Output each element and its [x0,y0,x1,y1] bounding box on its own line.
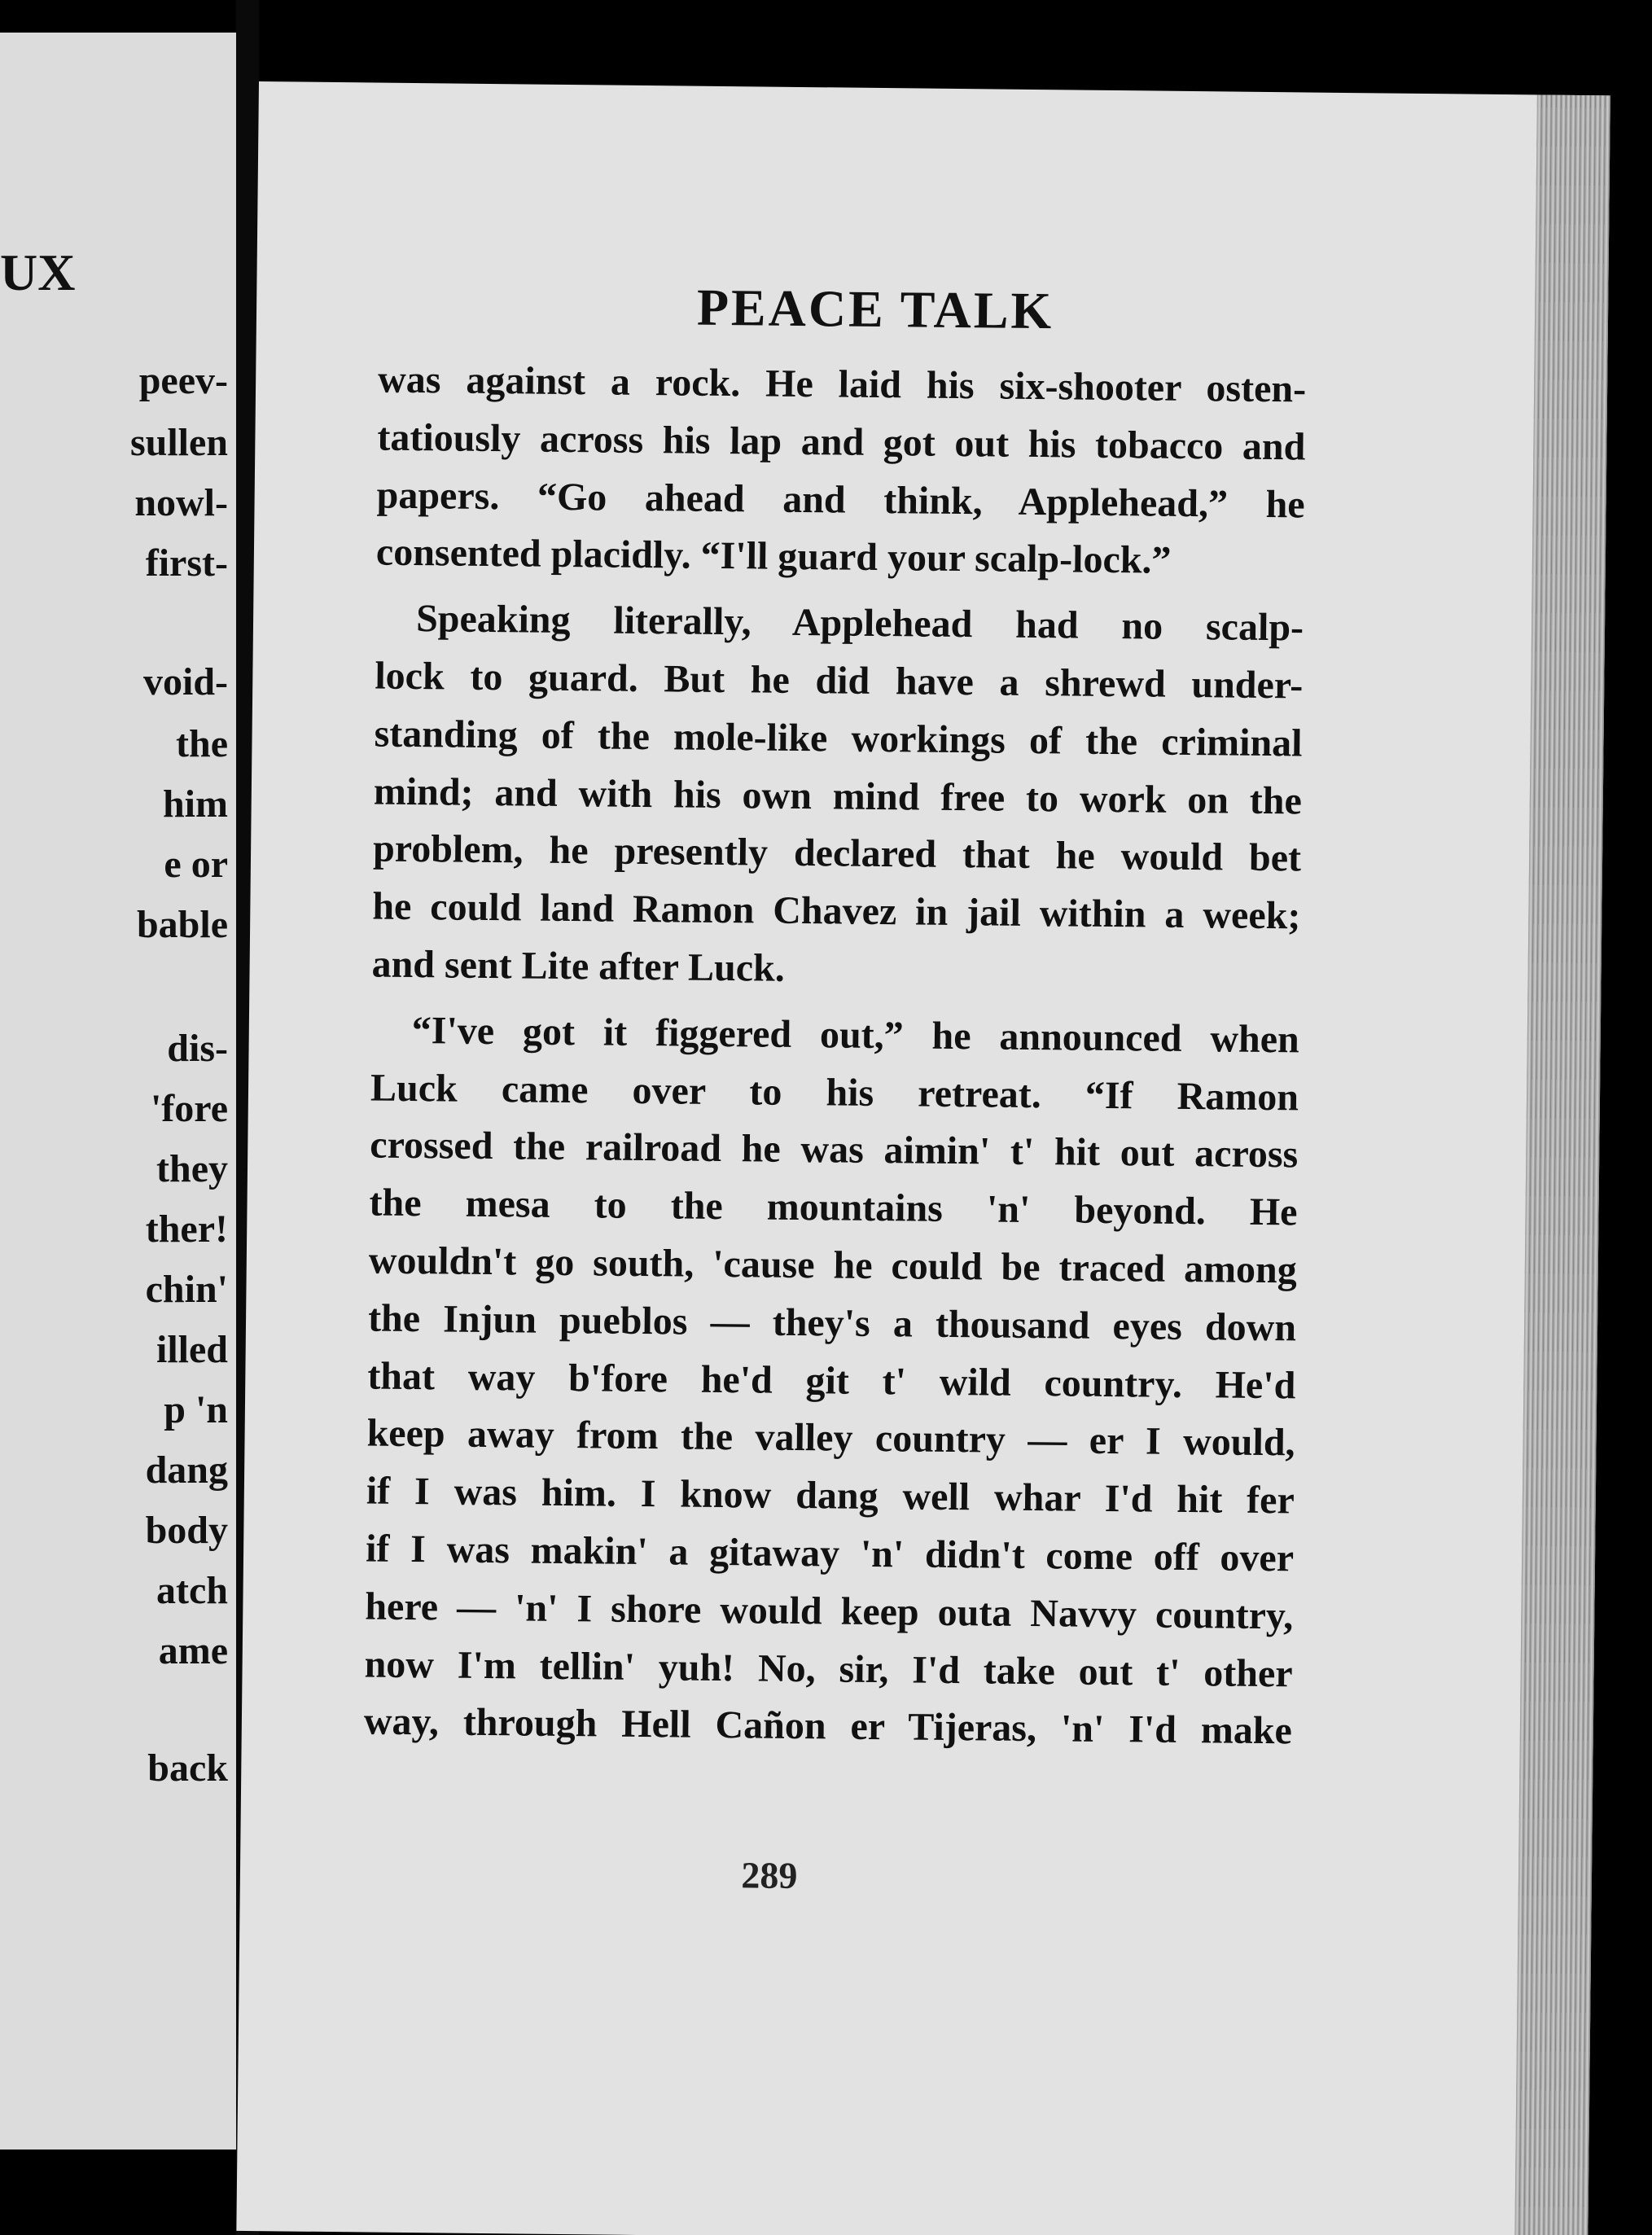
book-page [236,81,1610,2235]
text-line: standing of the mole-like workings of the criminal [374,712,1303,765]
text-line: papers. “Go ahead and think, Applehead,” he [376,473,1305,527]
facing-page-line: him [162,782,228,826]
text-line: now I'm tellin' yuh! No, sir, I'd take out t' other [364,1641,1293,1695]
text-line: way, through Hell Cañon er Tijeras, 'n' I'd make [363,1699,1293,1753]
facing-page-line: dang [145,1448,228,1492]
text-line: keep away from the valley country — er I would, [366,1411,1295,1465]
facing-page-line: they [156,1147,228,1190]
text-line: lock to guard. But he did have a shrewd under- [375,654,1304,708]
text-line: that way b'fore he'd git t' wild country. He'd [367,1354,1296,1407]
text-line: if I was him. I know dang well whar I'd hit fer [366,1469,1295,1523]
text-line: here — 'n' I shore would keep outa Navvy country, [365,1584,1294,1638]
facing-page-line: the [176,722,228,765]
facing-page-line: illed [156,1328,228,1371]
text-line: mind; and with his own mind free to work on the [373,769,1303,823]
facing-page-line: chin' [145,1268,228,1311]
text-line: Luck came over to his retreat. “If Ramon [370,1066,1299,1120]
text-line: wouldn't go south, 'cause he could be traced among [368,1238,1298,1292]
text-line: consented placidly. “I'll guard your scalp-lock.” [375,530,1172,583]
text-line: was against a rock. He laid his six-shooter osten- [377,357,1307,411]
facing-page-line: nowl- [134,481,228,524]
text-line: tatiously across his lap and got out his tobacco and [377,415,1306,469]
text-line: the Injun pueblos — they's a thousand eyes down [367,1296,1297,1350]
page-edges [1514,94,1610,2235]
facing-page-line: 'fore [150,1087,228,1130]
facing-page-running-head: UX [0,243,76,301]
facing-page-line: peev- [138,359,228,402]
text-line: crossed the railroad he was aimin' t' hit out across [370,1123,1299,1177]
facing-page-line: p 'n [164,1388,228,1431]
running-head: PEACE TALK [696,278,1054,340]
facing-page-line: dis- [167,1027,228,1070]
facing-page-line: body [145,1509,228,1552]
facing-page-line: bable [136,903,228,946]
facing-page-line: ther! [145,1207,228,1251]
paragraph [376,352,1307,592]
facing-page-line: void- [142,660,228,703]
facing-page-line: ame [158,1629,228,1672]
facing-page-line: sullen [129,421,228,464]
paragraph [371,590,1304,1003]
text-line: if I was makin' a gitaway 'n' didn't come off over [365,1527,1295,1580]
text-line: and sent Lite after Luck. [371,942,786,990]
text-line: the mesa to the mountains 'n' beyond. He [369,1181,1298,1234]
text-line: “I've got it figgered out,” he announced when [411,1008,1300,1062]
paragraph [364,1001,1300,1760]
facing-page-line: e or [164,843,228,886]
text-line: Speaking literally, Applehead had no scalp- [415,597,1304,650]
facing-page-line: atch [156,1569,228,1612]
page-number: 289 [741,1854,798,1897]
text-line: problem, he presently declared that he would bet [372,826,1302,880]
facing-page-line: first- [145,541,228,585]
page-body-text [364,352,1307,1761]
facing-page-line: back [147,1746,228,1790]
text-line: he could land Ramon Chavez in jail within a week; [372,884,1301,938]
facing-page-fragment [0,33,244,2150]
